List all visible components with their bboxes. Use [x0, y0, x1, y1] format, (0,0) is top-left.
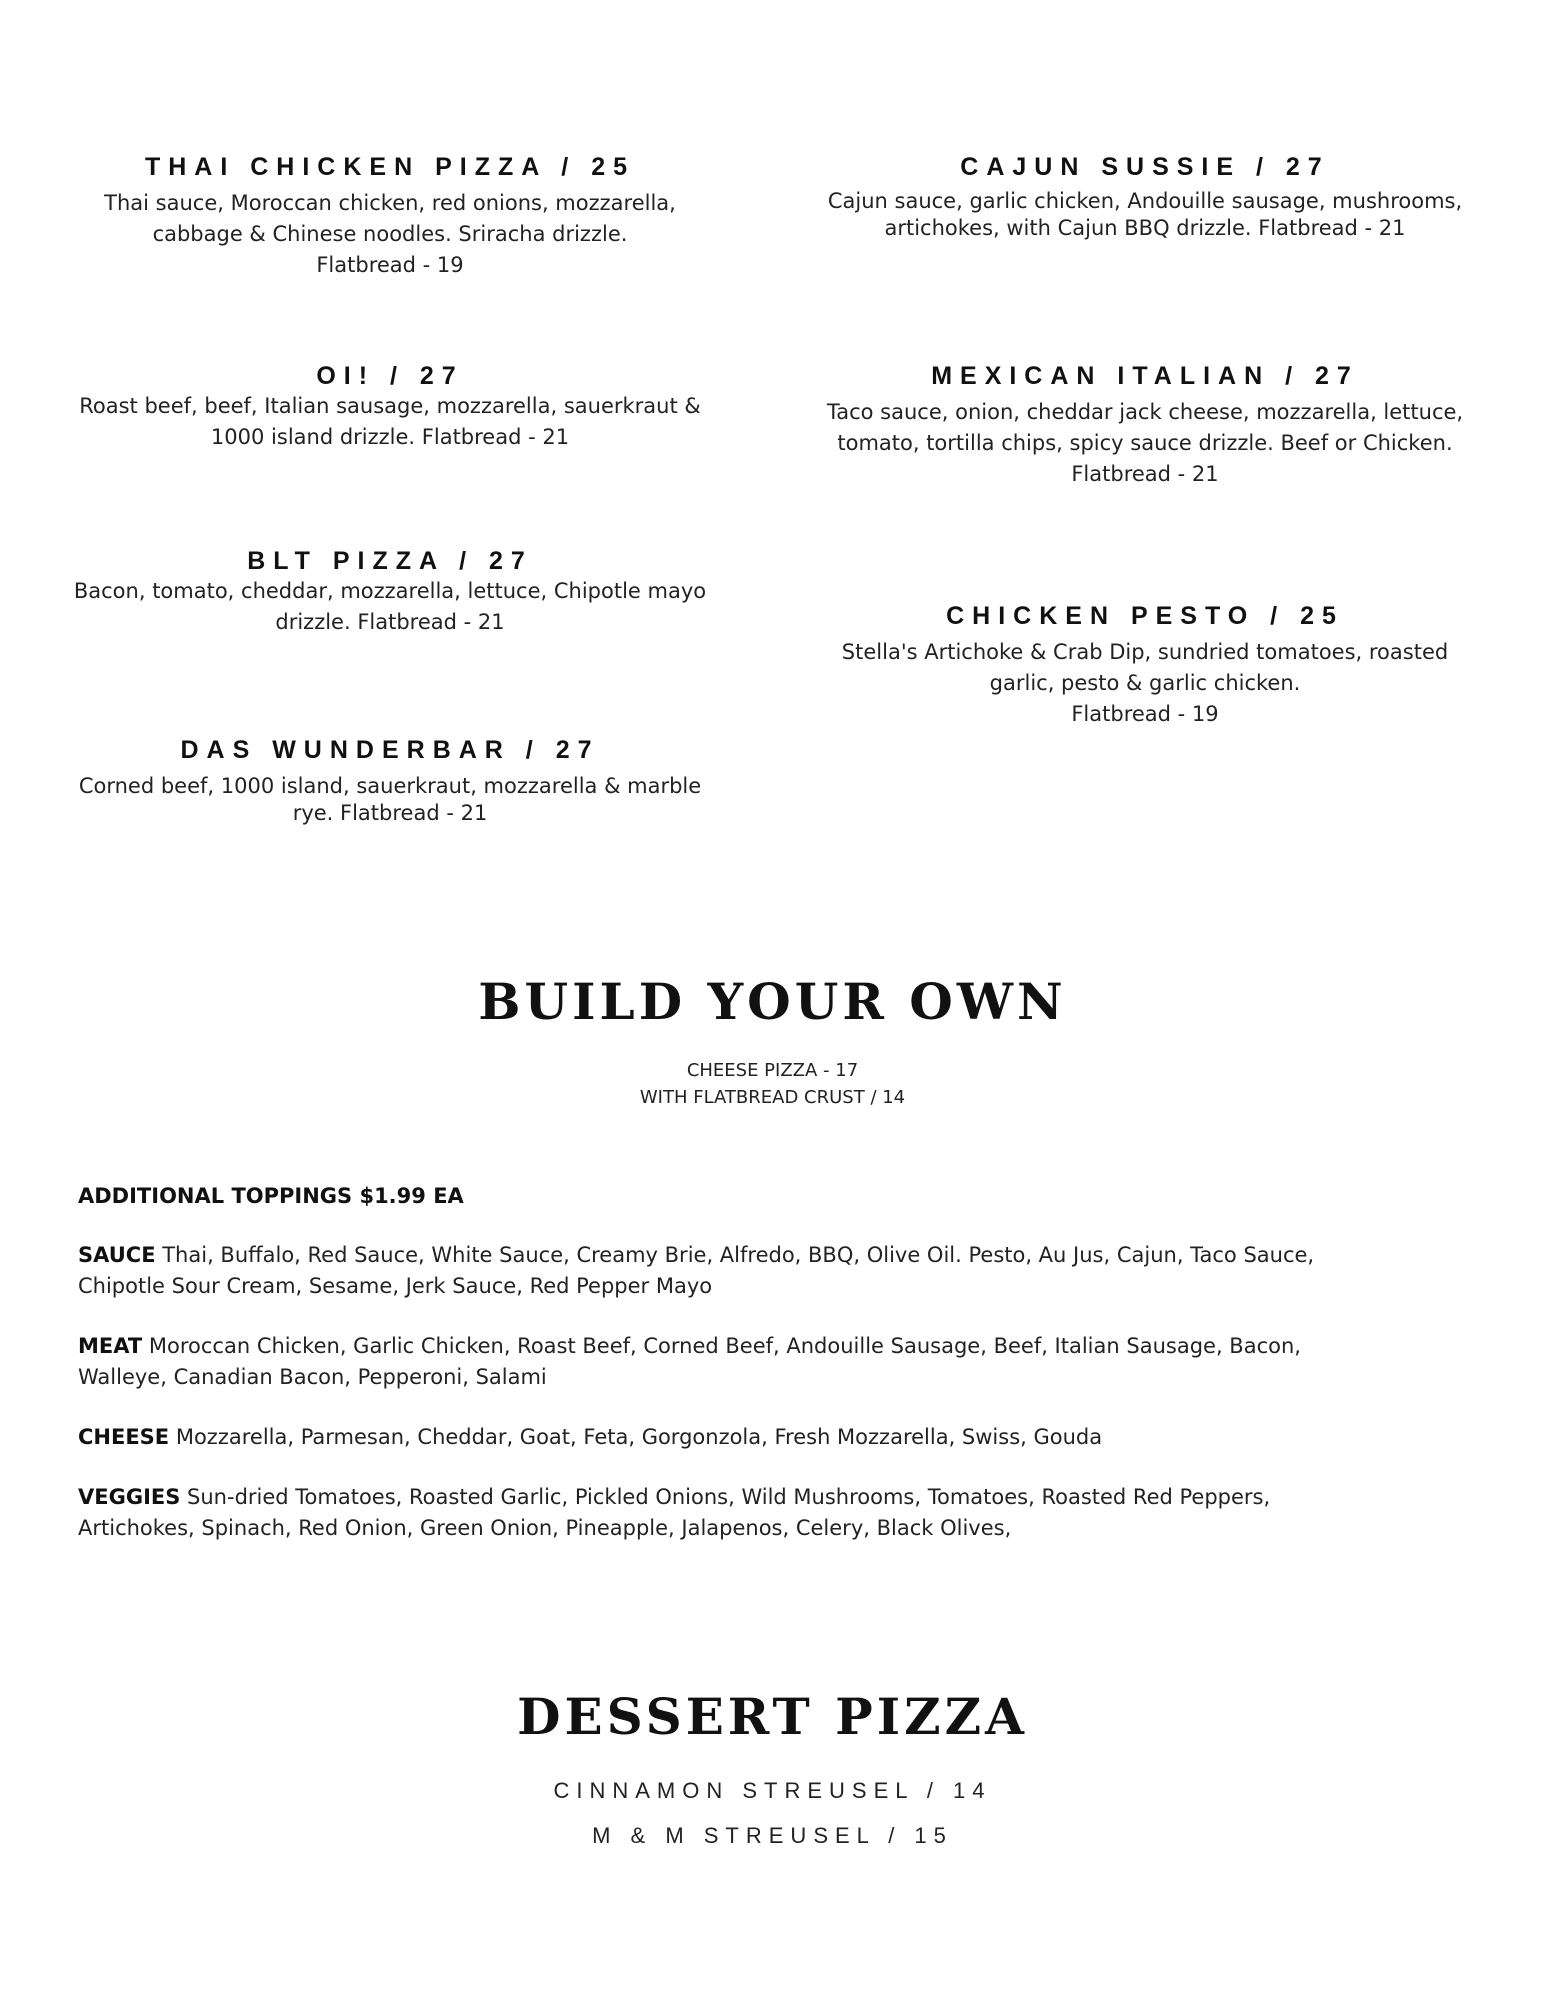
topping-list: Sun-dried Tomatoes, Roasted Garlic, Pickled Onions, Wild Mushrooms, Tomatoes, Roasted Red Peppers, — [187, 1485, 1271, 1509]
topping-list: Mozzarella, Parmesan, Cheddar, Goat, Feta, Gorgonzola, Fresh Mozzarella, Swiss, Gouda — [175, 1425, 1103, 1449]
topping-group-veggies — [78, 1482, 1478, 1544]
build-your-own-heading: BUILD YOUR OWN — [478, 972, 1067, 1031]
topping-group-cheese — [78, 1422, 1478, 1453]
item-description: Stella's Artichoke & Crab Dip, sundried tomatoes, roasted garlic, pesto & garlic chicken. Flatbread - 19 — [841, 640, 1449, 726]
menu-item-cajun-sussie — [780, 153, 1510, 242]
topping-group-meat — [78, 1331, 1478, 1393]
topping-list: Thai, Buffalo, Red Sauce, White Sauce, Creamy Brie, Alfredo, BBQ, Olive Oil. Pesto, Au Jus, Cajun, Taco Sauce, — [162, 1243, 1315, 1267]
build-your-own-prices — [0, 1057, 1545, 1111]
flatbread-crust-price: WITH FLATBREAD CRUST / 14 — [639, 1087, 906, 1108]
item-description: Cajun sauce, garlic chicken, Andouille sausage, mushrooms, artichokes, with Cajun BBQ drizzle. Flatbread - 21 — [827, 189, 1463, 240]
additional-toppings-header: ADDITIONAL TOPPINGS $1.99 EA — [78, 1184, 464, 1208]
topping-label: CHEESE — [78, 1425, 170, 1449]
topping-list-cont: Chipotle Sour Cream, Sesame, Jerk Sauce, Red Pepper Mayo — [78, 1274, 713, 1298]
menu-item-blt-pizza — [40, 547, 740, 638]
topping-list-cont: Walleye, Canadian Bacon, Pepperoni, Salami — [78, 1365, 547, 1389]
item-description: Taco sauce, onion, cheddar jack cheese, mozzarella, lettuce, tomato, tortilla chips, spicy sauce drizzle. Beef or Chicken. Flatbread - 21 — [826, 400, 1464, 486]
topping-label: VEGGIES — [78, 1485, 181, 1509]
item-description: Thai sauce, Moroccan chicken, red onions, mozzarella, cabbage & Chinese noodles. Sriracha drizzle. Flatbread - 19 — [104, 191, 676, 277]
item-title: MEXICAN ITALIAN / 27 — [931, 362, 1359, 390]
topping-group-sauce — [78, 1240, 1478, 1302]
cheese-pizza-price: CHEESE PIZZA - 17 — [686, 1060, 859, 1081]
topping-list-cont: Artichokes, Spinach, Red Onion, Green Onion, Pineapple, Jalapenos, Celery, Black Olives, — [78, 1516, 1012, 1540]
item-title: DAS WUNDERBAR / 27 — [180, 736, 600, 764]
topping-label: SAUCE — [78, 1243, 156, 1267]
menu-item-oi — [40, 362, 740, 453]
additional-toppings — [78, 1181, 1478, 1573]
topping-list: Moroccan Chicken, Garlic Chicken, Roast Beef, Corned Beef, Andouille Sausage, Beef, Italian Sausage, Bacon, — [148, 1334, 1301, 1358]
menu-item-chicken-pesto — [780, 602, 1510, 730]
item-title: BLT PIZZA / 27 — [247, 547, 533, 575]
item-description: Bacon, tomato, cheddar, mozzarella, lettuce, Chipotle mayo drizzle. Flatbread - 21 — [73, 579, 707, 634]
dessert-item-cinnamon-streusel: CINNAMON STREUSEL / 14 — [553, 1778, 992, 1803]
menu-item-thai-chicken-pizza — [40, 153, 740, 281]
menu-item-mexican-italian — [780, 362, 1510, 490]
menu-item-das-wunderbar — [40, 736, 740, 827]
item-description: Roast beef, beef, Italian sausage, mozzarella, sauerkraut & 1000 island drizzle. Flatbread - 21 — [79, 394, 701, 449]
dessert-item-m-and-m-streusel: M & M STREUSEL / 15 — [592, 1823, 953, 1848]
item-title: OI! / 27 — [316, 362, 464, 390]
item-title: CHICKEN PESTO / 25 — [946, 602, 1344, 630]
item-title: THAI CHICKEN PIZZA / 25 — [144, 153, 636, 181]
item-description: Corned beef, 1000 island, sauerkraut, mozzarella & marble rye. Flatbread - 21 — [78, 774, 702, 825]
dessert-pizza-heading: DESSERT PIZZA — [517, 1687, 1028, 1746]
topping-label: MEAT — [78, 1334, 143, 1358]
item-title: CAJUN SUSSIE / 27 — [960, 153, 1330, 181]
